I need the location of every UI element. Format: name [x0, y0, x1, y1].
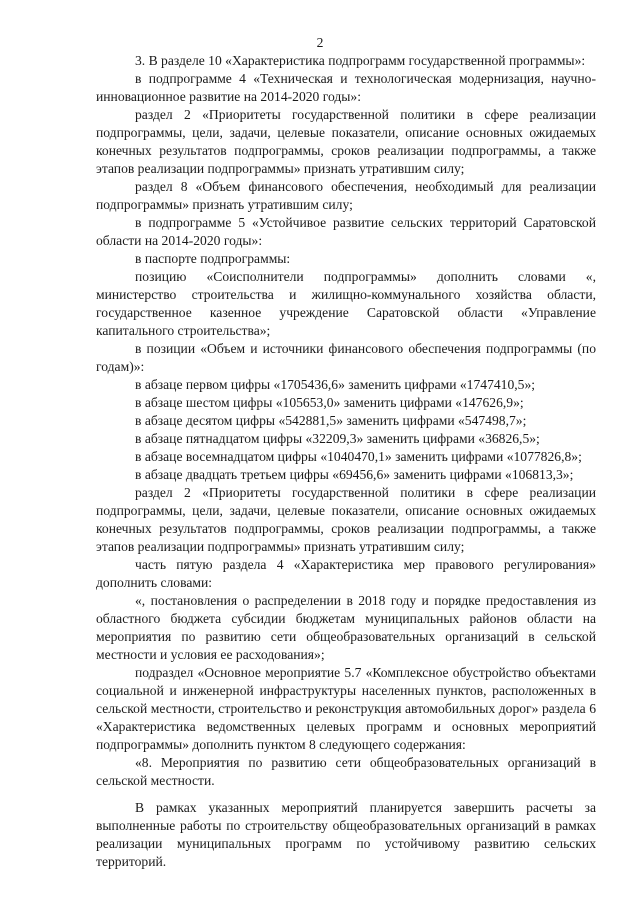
paragraph-item-8-description: В рамках указанных мероприятий планируется завершить расчеты за выполненные работы по строительству общеобразовательных организаций в рамках реализации муниципальных программ по устойчивому развитию сельских территорий. [96, 800, 596, 869]
paragraph-section-10-heading: 3. В разделе 10 «Характеристика подпрограмм государственной программы»: [135, 53, 586, 68]
paragraph-amend-18: в абзаце восемнадцатом цифры «1040470,1» заменить цифрами «1077826,8»; [135, 449, 582, 464]
paragraph-subsection-5-7: подраздел «Основное мероприятие 5.7 «Комплексное обустройство объектами социальной и инженерной инфраструктуры населенных пунктов, расположенных в сельской местности, строительство и реконструкция автомобильных дорог» раздела 6 «Характеристика ведомственных целевых программ и основных мероприятий подпрограммы» дополнить пунктом 8 следующего содержания: [96, 665, 596, 752]
paragraph-item-8: «8. Мероприятия по развитию сети общеобразовательных организаций в сельской местности. [96, 755, 596, 788]
paragraph-passport: в паспорте подпрограммы: [135, 251, 291, 266]
paragraph-sp5-section-2: раздел 2 «Приоритеты государственной политики в сфере реализации подпрограммы, цели, задачи, целевые показатели, описание основных ожидаемых конечных результатов подпрограммы, сроков реализации подпрограммы, а также этапов реализации подпрограммы» признать утратившим силу; [96, 485, 596, 554]
paragraph-subprogram-4: в подпрограмме 4 «Техническая и технологическая модернизация, научно-инновационное развитие на 2014-2020 годы»: [96, 71, 596, 104]
paragraph-funding-position: в позиции «Объем и источники финансового обеспечения подпрограммы (по годам)»: [96, 341, 596, 374]
paragraph-section-4-part-5: часть пятую раздела 4 «Характеристика мер правового регулирования» дополнить словами: [96, 557, 596, 590]
paragraph-sp4-section-2: раздел 2 «Приоритеты государственной политики в сфере реализации подпрограммы, цели, задачи, целевые показатели, описание основных ожидаемых конечных результатов подпрограммы, сроков реализации подпрограммы, а также этапов реализации подпрограммы» признать утратившим силу; [96, 107, 596, 176]
paragraph-amend-10: в абзаце десятом цифры «542881,5» заменить цифрами «547498,7»; [135, 413, 527, 428]
paragraph-amend-6: в абзаце шестом цифры «105653,0» заменить цифрами «147626,9»; [135, 395, 524, 410]
paragraph-amend-15: в абзаце пятнадцатом цифры «32209,3» заменить цифрами «36826,5»; [135, 431, 540, 446]
paragraph-sp4-section-8: раздел 8 «Объем финансового обеспечения, необходимый для реализации подпрограммы» признать утратившим силу; [96, 179, 596, 212]
paragraph-amend-1: в абзаце первом цифры «1705436,6» заменить цифрами «1747410,5»; [135, 377, 536, 392]
page-number: 2 [316, 35, 324, 50]
paragraph-co-executors: позицию «Соисполнители подпрограммы» дополнить словами «, министерство строительства и жилищно-коммунального хозяйства области, государственное казенное учреждение Саратовской области «Управление капитального строительства»; [96, 269, 596, 338]
paragraph-subprogram-5: в подпрограмме 5 «Устойчивое развитие сельских территорий Саратовской области на 2014-2020 годы»: [96, 215, 596, 248]
paragraph-amend-23: в абзаце двадцать третьем цифры «69456,6» заменить цифрами «106813,3»; [135, 467, 574, 482]
paragraph-resolution-text: «, постановления о распределении в 2018 году и порядке предоставления из областного бюджета субсидии бюджетам муниципальных районов области на мероприятия по развитию сети общеобразовательных организаций в сельской местности и условия ее расходования»; [96, 593, 596, 662]
document-body [96, 52, 596, 871]
